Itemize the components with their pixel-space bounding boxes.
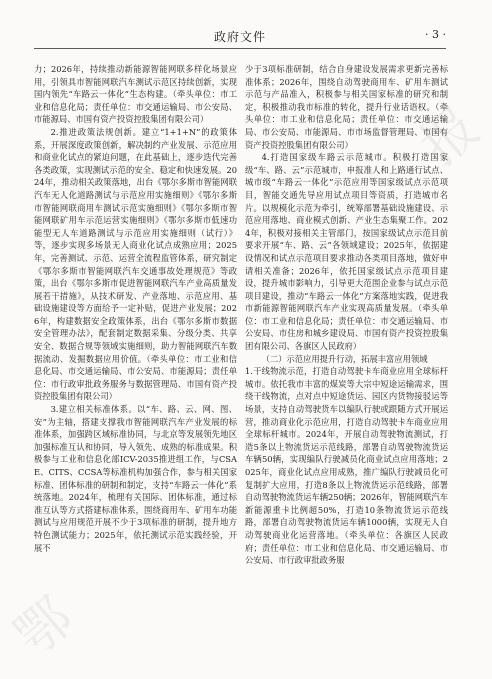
page-header [34, 24, 446, 49]
paragraph: 少于3项标准研制，结合自身建设发展需求更新完善标准体系；2026年，围绕自动驾驶商用车、矿用车测试示范与产品准入，积极参与相关国家标准的研究和制定，积极推动我市标准的转化，提升行业话语权。（牵头单位：市工业和信息化局；责任单位：市交通运输局、市公安局、市能源局、市市场监督管理局、市国有资产投资控股集团有限公司） [245, 64, 448, 150]
section-heading: （二）示范应用提升行动，拓展丰富应用领域 [261, 353, 428, 364]
watermark-left: 鄂 [2, 585, 85, 669]
left-column [34, 63, 237, 668]
right-column [245, 63, 448, 668]
header-title: 政府文件 [213, 30, 266, 44]
page-number: · 3 · [425, 28, 446, 41]
watermark-right: 报 [408, 95, 491, 179]
two-column-body [34, 63, 448, 668]
paragraph: 1.干线物流示范，打造自动驾驶卡车商业应用全球标杆城市。依托我市丰富的煤炭等大宗中短途运输需求，围绕干线物流，点对点中短途货运、园区内货物接驳运等场景，支持自动驾驶货车以编队行驶或跟随方式开展运营，推动商业化示范应用，打造自动驾驶卡车商业应用全球标杆城市。2024年，开展自动驾驶物流测试，打造5条以上物流货运示范线路，部署自动驾驶物流货运车辆50辆，实现编队行驶减员化商业试点应用落地；2025年，商业化试点应用成熟，推广编队行驶减员化可复制扩大应用，打造8条以上物流货运示范线路，部署自动驾驶物流货运车辆250辆；2026年，智能网联汽车新能源重卡比例超50%，打造10条物流货运示范线路，部署自动驾驶物流货运车辆1000辆，实现无人自动驾驶商业化运营落地。（牵头单位：各旗区人民政府；责任单位：市工业和信息化局、市交通运输局、市公安局、市行政审批政务服 [245, 366, 448, 566]
paragraph: 力；2026年，持续推动新能源智能网联多样化场景应用，引领具市智能网联汽车测试示范区持续创新，实现国内领先“车路云一体化”生态构建。（牵头单位：市工业和信息化局；责任单位：市交通运输局、市公安局、市能源局、市国有资产投资控股集团有限公司） [34, 64, 237, 125]
paragraph: 3.建立相关标准体系。以“车、路、云、网、图、安”为主轴，搭建支撑我市智能网联汽车产业发展的标准体系，加强跨区域标准协同，与北京等发展领先地区加强标准互认和协同，导入领先、成熟的标准成果。积极参与工业和信息化部ICV-2035推进组工作，与CSAE、CITS、CCSA等标准机构加强合作，参与相关国家标准、团体标准的研制和制定，支持“车路云一体化”系统落地。2024年，梳理有关国际、团体标准，通过标准互认等方式搭建标准体系，围绕商用车、矿用车功能测试与应用规范开展不少于3项标准的研制，提升地方特色测试能力；2025年，依托测试示范实践经验，开展不 [34, 404, 237, 553]
paragraph: 2.推进政策法规创新。建立“1+1+N”的政策体系，开展深度政策创新，解决制约产业发展、示范应用和商业化试点的紧迫问题，在此基础上，逐步迭代完善各类政策，实现测试示范的安全、稳定和快速发展。2024年，推动相关政策落地，出台《鄂尔多斯市智能网联汽车无人化道路测试与示范应用实施细则》《鄂尔多斯市智能网联商用车测试示范实施细则》《鄂尔多斯市智能网联矿用车示范运营实施细则》《鄂尔多斯市低速功能型无人车道路测试与示范应用实施细则（试行）》等，逐步实现多场景无人商业化试点成熟应用；2025年，完善测试、示范、运营全流程监管体系，研究制定《鄂尔多斯市智能网联汽车交通事故处理规范》等政策，出台《鄂尔多斯市促进智能网联汽车产业高质量发展若干措施》，从技术研发、产业落地、示范应用、基础设施建设等方面给予一定补贴，促进产业发展；2026年，构建数据安全政策体系，出台《鄂尔多斯市数据安全管理办法》，配套制定数据采集、分级分类、共享安全、数据合规等领域实施细则，助力智能网联汽车数据流动、发掘数据应用价值。（牵头单位：市工业和信息化局、市交通运输局、市公安局、市能源局；责任单位：市行政审批政务服务与数据管理局、市国有资产投资控股集团有限公司） [34, 126, 237, 402]
paragraph: 4.打造国家级车路云示范城市。积极打造国家级“车、路、云”示范城市，申报准人和上路通行试点、城市级“车路云一体化”示范应用等国家级试点示范项目，智能交通先导应用试点项目等资质，打造城市名片。以规模化示范为牵引，统筹部署基础设施建设、示范应用落地、商业模式创新、产业生态集聚工作。2024年，积极对接相关主管部门，按国家级试点示范目前要求开展“车、路、云”各领域建设；2025年，依据建设情况和试点示范项目要求推动各类项目落地，做好申请相关准备；2026年，依托国家级试点示范项目建设，提升城市影响力，引导更大范围企业参与试点示范项目建设，推动“车路云一体化”方案落地实践，促进我市新能源智能网联汽车产业实现高质量发展。（牵头单位：市工业和信息化局；责任单位：市交通运输局、市公安局、市住房和城乡建设局、市国有资产投资控股集团有限公司、各旗区人民政府） [245, 152, 448, 352]
